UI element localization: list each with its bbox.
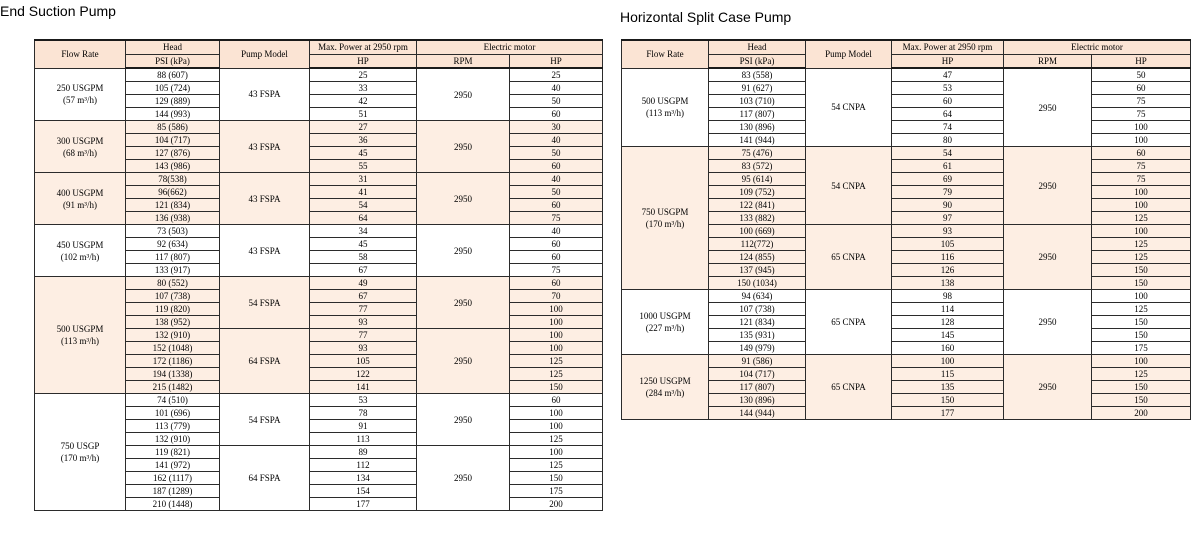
split-case-pump-title: Horizontal Split Case Pump bbox=[620, 9, 792, 25]
motor-hp-cell: 25 bbox=[510, 68, 603, 82]
head-cell: 85 (586) bbox=[126, 121, 220, 134]
head-cell: 104 (717) bbox=[709, 368, 806, 381]
rpm-cell: 2950 bbox=[1004, 355, 1092, 420]
header-row bbox=[35, 40, 603, 55]
max-power-cell: 177 bbox=[892, 407, 1004, 420]
head-cell: 130 (896) bbox=[709, 394, 806, 407]
head-cell: 101 (696) bbox=[126, 407, 220, 420]
rpm-cell: 2950 bbox=[417, 173, 510, 225]
rpm-cell: 2950 bbox=[417, 225, 510, 277]
motor-hp-cell: 150 bbox=[1092, 381, 1191, 394]
max-power-cell: 54 bbox=[310, 199, 417, 212]
header-psi-kpa: PSI (kPa) bbox=[709, 55, 806, 69]
motor-hp-cell: 150 bbox=[1092, 277, 1191, 290]
rpm-cell: 2950 bbox=[1004, 147, 1092, 225]
motor-hp-cell: 150 bbox=[510, 472, 603, 485]
max-power-cell: 122 bbox=[310, 368, 417, 381]
header-electric-motor: Electric motor bbox=[417, 40, 603, 55]
max-power-cell: 60 bbox=[892, 95, 1004, 108]
flow-rate-cell bbox=[622, 290, 709, 355]
flow-rate-value: 750 USGPM bbox=[641, 207, 689, 217]
pump-model-cell: 54 FSPA bbox=[220, 277, 310, 329]
table-row bbox=[35, 394, 603, 407]
max-power-cell: 33 bbox=[310, 82, 417, 95]
head-cell: 150 (1034) bbox=[709, 277, 806, 290]
flow-rate-metric: (170 m³/h) bbox=[645, 219, 685, 229]
rpm-cell: 2950 bbox=[417, 446, 510, 511]
flow-rate-metric: (170 m³/h) bbox=[60, 453, 100, 463]
head-cell: 75 (476) bbox=[709, 147, 806, 160]
motor-hp-cell: 100 bbox=[510, 446, 603, 459]
motor-hp-cell: 60 bbox=[1092, 147, 1191, 160]
motor-hp-cell: 75 bbox=[510, 264, 603, 277]
max-power-cell: 105 bbox=[892, 238, 1004, 251]
head-cell: 141 (972) bbox=[126, 459, 220, 472]
motor-hp-cell: 125 bbox=[1092, 303, 1191, 316]
head-cell: 130 (896) bbox=[709, 121, 806, 134]
head-cell: 94 (634) bbox=[709, 290, 806, 303]
max-power-cell: 47 bbox=[892, 68, 1004, 82]
max-power-cell: 113 bbox=[310, 433, 417, 446]
max-power-cell: 67 bbox=[310, 290, 417, 303]
header-psi-kpa: PSI (kPa) bbox=[126, 55, 220, 69]
flow-rate-metric: (102 m³/h) bbox=[60, 251, 100, 262]
motor-hp-cell: 40 bbox=[510, 173, 603, 186]
head-cell: 121 (834) bbox=[709, 316, 806, 329]
motor-hp-cell: 100 bbox=[510, 316, 603, 329]
head-cell: 107 (738) bbox=[126, 290, 220, 303]
end-suction-pump-table bbox=[34, 39, 603, 511]
head-cell: 80 (552) bbox=[126, 277, 220, 290]
flow-rate-metric: (91 m³/h) bbox=[63, 199, 97, 210]
head-cell: 133 (917) bbox=[126, 264, 220, 277]
head-cell: 92 (634) bbox=[126, 238, 220, 251]
head-cell: 132 (910) bbox=[126, 329, 220, 342]
max-power-cell: 93 bbox=[892, 225, 1004, 238]
motor-hp-cell: 200 bbox=[1092, 407, 1191, 420]
head-cell: 210 (1448) bbox=[126, 498, 220, 511]
max-power-cell: 61 bbox=[892, 160, 1004, 173]
max-power-cell: 41 bbox=[310, 186, 417, 199]
header-hp: HP bbox=[892, 55, 1004, 69]
header-flow-rate: Flow Rate bbox=[622, 40, 709, 68]
motor-hp-cell: 50 bbox=[510, 147, 603, 160]
table-row bbox=[622, 355, 1191, 368]
max-power-cell: 177 bbox=[310, 498, 417, 511]
head-cell: 83 (558) bbox=[709, 68, 806, 82]
head-cell: 103 (710) bbox=[709, 95, 806, 108]
max-power-cell: 25 bbox=[310, 68, 417, 82]
flow-rate-metric: (227 m³/h) bbox=[645, 323, 685, 333]
head-cell: 132 (910) bbox=[126, 433, 220, 446]
rpm-cell: 2950 bbox=[417, 329, 510, 394]
motor-hp-cell: 150 bbox=[1092, 264, 1191, 277]
head-cell: 119 (820) bbox=[126, 303, 220, 316]
max-power-cell: 98 bbox=[892, 290, 1004, 303]
max-power-cell: 54 bbox=[892, 147, 1004, 160]
flow-rate-value: 1000 USGPM bbox=[639, 311, 691, 321]
motor-hp-cell: 40 bbox=[510, 225, 603, 238]
head-cell: 133 (882) bbox=[709, 212, 806, 225]
motor-hp-cell: 125 bbox=[510, 355, 603, 368]
max-power-cell: 90 bbox=[892, 199, 1004, 212]
max-power-cell: 160 bbox=[892, 342, 1004, 355]
rpm-cell: 2950 bbox=[417, 121, 510, 173]
motor-hp-cell: 150 bbox=[1092, 329, 1191, 342]
table-row bbox=[622, 290, 1191, 303]
table-row bbox=[622, 68, 1191, 82]
pump-model-cell: 64 FSPA bbox=[220, 329, 310, 394]
table-row bbox=[35, 173, 603, 186]
flow-rate-value: 1250 USGPM bbox=[639, 376, 691, 386]
motor-hp-cell: 40 bbox=[510, 134, 603, 147]
max-power-cell: 135 bbox=[892, 381, 1004, 394]
head-cell: 83 (572) bbox=[709, 160, 806, 173]
motor-hp-cell: 125 bbox=[1092, 251, 1191, 264]
header-rpm: RPM bbox=[1004, 55, 1092, 69]
motor-hp-cell: 75 bbox=[1092, 108, 1191, 121]
head-cell: 122 (841) bbox=[709, 199, 806, 212]
pump-model-cell: 65 CNPA bbox=[806, 355, 892, 420]
head-cell: 119 (821) bbox=[126, 446, 220, 459]
motor-hp-cell: 50 bbox=[510, 186, 603, 199]
rpm-cell: 2950 bbox=[417, 68, 510, 121]
max-power-cell: 74 bbox=[892, 121, 1004, 134]
max-power-cell: 58 bbox=[310, 251, 417, 264]
header-max-power: Max. Power at 2950 rpm bbox=[310, 40, 417, 55]
pump-model-cell: 65 CNPA bbox=[806, 225, 892, 290]
motor-hp-cell: 125 bbox=[1092, 212, 1191, 225]
head-cell: 143 (986) bbox=[126, 160, 220, 173]
max-power-cell: 141 bbox=[310, 381, 417, 394]
pump-model-cell: 43 FSPA bbox=[220, 225, 310, 277]
max-power-cell: 27 bbox=[310, 121, 417, 134]
head-cell: 73 (503) bbox=[126, 225, 220, 238]
motor-hp-cell: 100 bbox=[1092, 186, 1191, 199]
head-cell: 136 (938) bbox=[126, 212, 220, 225]
max-power-cell: 78 bbox=[310, 407, 417, 420]
max-power-cell: 34 bbox=[310, 225, 417, 238]
motor-hp-cell: 60 bbox=[510, 238, 603, 251]
head-cell: 91 (586) bbox=[709, 355, 806, 368]
max-power-cell: 49 bbox=[310, 277, 417, 290]
table-row bbox=[35, 121, 603, 134]
max-power-cell: 64 bbox=[892, 108, 1004, 121]
header-pump-model: Pump Model bbox=[806, 40, 892, 68]
motor-hp-cell: 100 bbox=[510, 342, 603, 355]
flow-rate-cell bbox=[622, 355, 709, 420]
max-power-cell: 105 bbox=[310, 355, 417, 368]
max-power-cell: 51 bbox=[310, 108, 417, 121]
motor-hp-cell: 125 bbox=[510, 459, 603, 472]
header-electric-motor: Electric motor bbox=[1004, 40, 1191, 55]
motor-hp-cell: 100 bbox=[510, 303, 603, 316]
head-cell: 117 (807) bbox=[126, 251, 220, 264]
flow-rate-cell bbox=[35, 173, 126, 225]
head-cell: 162 (1117) bbox=[126, 472, 220, 485]
motor-hp-cell: 75 bbox=[1092, 160, 1191, 173]
max-power-cell: 45 bbox=[310, 238, 417, 251]
motor-hp-cell: 75 bbox=[510, 212, 603, 225]
table-row bbox=[622, 147, 1191, 160]
max-power-cell: 138 bbox=[892, 277, 1004, 290]
motor-hp-cell: 125 bbox=[1092, 238, 1191, 251]
motor-hp-cell: 60 bbox=[510, 108, 603, 121]
flow-rate-value: 500 USGPM bbox=[56, 324, 104, 334]
max-power-cell: 93 bbox=[310, 342, 417, 355]
max-power-cell: 89 bbox=[310, 446, 417, 459]
motor-hp-cell: 50 bbox=[510, 95, 603, 108]
flow-rate-value: 450 USGPM bbox=[56, 239, 104, 250]
max-power-cell: 77 bbox=[310, 329, 417, 342]
flow-rate-value: 750 USGP bbox=[60, 441, 100, 451]
motor-hp-cell: 125 bbox=[510, 433, 603, 446]
max-power-cell: 126 bbox=[892, 264, 1004, 277]
head-cell: 117 (807) bbox=[709, 381, 806, 394]
motor-hp-cell: 100 bbox=[510, 420, 603, 433]
head-cell: 100 (669) bbox=[709, 225, 806, 238]
motor-hp-cell: 100 bbox=[1092, 225, 1191, 238]
header-head: Head bbox=[126, 40, 220, 55]
motor-hp-cell: 150 bbox=[1092, 316, 1191, 329]
flow-rate-metric: (113 m³/h) bbox=[60, 336, 100, 346]
motor-hp-cell: 60 bbox=[510, 394, 603, 407]
max-power-cell: 93 bbox=[310, 316, 417, 329]
flow-rate-cell bbox=[35, 277, 126, 394]
header-flow-rate: Flow Rate bbox=[35, 40, 126, 68]
flow-rate-value: 400 USGPM bbox=[56, 187, 104, 198]
motor-hp-cell: 60 bbox=[510, 160, 603, 173]
motor-hp-cell: 150 bbox=[510, 381, 603, 394]
max-power-cell: 128 bbox=[892, 316, 1004, 329]
head-cell: 138 (952) bbox=[126, 316, 220, 329]
rpm-cell: 2950 bbox=[1004, 225, 1092, 290]
head-cell: 109 (752) bbox=[709, 186, 806, 199]
head-cell: 187 (1289) bbox=[126, 485, 220, 498]
table-row bbox=[35, 277, 603, 290]
motor-hp-cell: 100 bbox=[1092, 134, 1191, 147]
max-power-cell: 115 bbox=[892, 368, 1004, 381]
header-head: Head bbox=[709, 40, 806, 55]
flow-rate-cell bbox=[35, 225, 126, 277]
max-power-cell: 53 bbox=[310, 394, 417, 407]
max-power-cell: 116 bbox=[892, 251, 1004, 264]
pump-model-cell: 65 CNPA bbox=[806, 290, 892, 355]
head-cell: 172 (1186) bbox=[126, 355, 220, 368]
head-cell: 124 (855) bbox=[709, 251, 806, 264]
max-power-cell: 77 bbox=[310, 303, 417, 316]
rpm-cell: 2950 bbox=[417, 277, 510, 329]
head-cell: 144 (993) bbox=[126, 108, 220, 121]
head-cell: 194 (1338) bbox=[126, 368, 220, 381]
flow-rate-cell bbox=[35, 121, 126, 173]
horizontal-split-case-pump-table bbox=[621, 39, 1191, 420]
flow-rate-metric: (284 m³/h) bbox=[645, 388, 685, 398]
head-cell: 91 (627) bbox=[709, 82, 806, 95]
head-cell: 121 (834) bbox=[126, 199, 220, 212]
header-motor-hp: HP bbox=[510, 55, 603, 69]
motor-hp-cell: 60 bbox=[510, 199, 603, 212]
head-cell: 74 (510) bbox=[126, 394, 220, 407]
header-hp: HP bbox=[310, 55, 417, 69]
head-cell: 127 (876) bbox=[126, 147, 220, 160]
head-cell: 95 (614) bbox=[709, 173, 806, 186]
motor-hp-cell: 60 bbox=[1092, 82, 1191, 95]
max-power-cell: 53 bbox=[892, 82, 1004, 95]
head-cell: 144 (944) bbox=[709, 407, 806, 420]
max-power-cell: 112 bbox=[310, 459, 417, 472]
head-cell: 112(772) bbox=[709, 238, 806, 251]
rpm-cell: 2950 bbox=[417, 394, 510, 446]
motor-hp-cell: 100 bbox=[1092, 199, 1191, 212]
max-power-cell: 64 bbox=[310, 212, 417, 225]
motor-hp-cell: 70 bbox=[510, 290, 603, 303]
rpm-cell: 2950 bbox=[1004, 290, 1092, 355]
header-pump-model: Pump Model bbox=[220, 40, 310, 68]
head-cell: 105 (724) bbox=[126, 82, 220, 95]
flow-rate-metric: (57 m³/h) bbox=[63, 95, 97, 106]
max-power-cell: 97 bbox=[892, 212, 1004, 225]
head-cell: 137 (945) bbox=[709, 264, 806, 277]
flow-rate-value: 500 USGPM bbox=[641, 96, 689, 107]
flow-rate-cell bbox=[622, 68, 709, 147]
max-power-cell: 69 bbox=[892, 173, 1004, 186]
flow-rate-metric: (113 m³/h) bbox=[645, 108, 685, 119]
max-power-cell: 36 bbox=[310, 134, 417, 147]
motor-hp-cell: 100 bbox=[1092, 355, 1191, 368]
max-power-cell: 79 bbox=[892, 186, 1004, 199]
flow-rate-cell bbox=[35, 68, 126, 121]
pump-model-cell: 54 FSPA bbox=[220, 394, 310, 446]
motor-hp-cell: 60 bbox=[510, 251, 603, 264]
motor-hp-cell: 175 bbox=[510, 485, 603, 498]
motor-hp-cell: 150 bbox=[1092, 394, 1191, 407]
max-power-cell: 150 bbox=[892, 394, 1004, 407]
header-rpm: RPM bbox=[417, 55, 510, 69]
motor-hp-cell: 50 bbox=[1092, 68, 1191, 82]
head-cell: 88 (607) bbox=[126, 68, 220, 82]
motor-hp-cell: 100 bbox=[510, 329, 603, 342]
motor-hp-cell: 125 bbox=[510, 368, 603, 381]
rpm-cell: 2950 bbox=[1004, 68, 1092, 147]
pump-model-cell: 43 FSPA bbox=[220, 68, 310, 121]
motor-hp-cell: 200 bbox=[510, 498, 603, 511]
head-cell: 104 (717) bbox=[126, 134, 220, 147]
max-power-cell: 67 bbox=[310, 264, 417, 277]
max-power-cell: 42 bbox=[310, 95, 417, 108]
flow-rate-cell bbox=[35, 394, 126, 511]
head-cell: 135 (931) bbox=[709, 329, 806, 342]
head-cell: 117 (807) bbox=[709, 108, 806, 121]
pump-model-cell: 64 FSPA bbox=[220, 446, 310, 511]
end-suction-pump-title: End Suction Pump bbox=[0, 3, 116, 19]
head-cell: 141 (944) bbox=[709, 134, 806, 147]
max-power-cell: 55 bbox=[310, 160, 417, 173]
motor-hp-cell: 100 bbox=[1092, 121, 1191, 134]
pump-model-cell: 43 FSPA bbox=[220, 121, 310, 173]
flow-rate-metric: (68 m³/h) bbox=[63, 147, 97, 158]
flow-rate-value: 250 USGPM bbox=[56, 83, 104, 94]
table-row bbox=[35, 68, 603, 82]
max-power-cell: 145 bbox=[892, 329, 1004, 342]
motor-hp-cell: 60 bbox=[510, 277, 603, 290]
motor-hp-cell: 40 bbox=[510, 82, 603, 95]
max-power-cell: 31 bbox=[310, 173, 417, 186]
head-cell: 96(662) bbox=[126, 186, 220, 199]
flow-rate-cell bbox=[622, 147, 709, 290]
motor-hp-cell: 100 bbox=[1092, 290, 1191, 303]
head-cell: 129 (889) bbox=[126, 95, 220, 108]
pump-model-cell: 43 FSPA bbox=[220, 173, 310, 225]
head-cell: 78(538) bbox=[126, 173, 220, 186]
head-cell: 152 (1048) bbox=[126, 342, 220, 355]
motor-hp-cell: 30 bbox=[510, 121, 603, 134]
table-row bbox=[35, 225, 603, 238]
max-power-cell: 100 bbox=[892, 355, 1004, 368]
header-motor-hp: HP bbox=[1092, 55, 1191, 69]
max-power-cell: 80 bbox=[892, 134, 1004, 147]
flow-rate-value: 300 USGPM bbox=[56, 135, 104, 146]
max-power-cell: 91 bbox=[310, 420, 417, 433]
pump-model-cell: 54 CNPA bbox=[806, 147, 892, 225]
head-cell: 149 (979) bbox=[709, 342, 806, 355]
max-power-cell: 154 bbox=[310, 485, 417, 498]
head-cell: 107 (738) bbox=[709, 303, 806, 316]
motor-hp-cell: 175 bbox=[1092, 342, 1191, 355]
max-power-cell: 45 bbox=[310, 147, 417, 160]
motor-hp-cell: 100 bbox=[510, 407, 603, 420]
max-power-cell: 134 bbox=[310, 472, 417, 485]
max-power-cell: 114 bbox=[892, 303, 1004, 316]
header-max-power: Max. Power at 2950 rpm bbox=[892, 40, 1004, 55]
motor-hp-cell: 125 bbox=[1092, 368, 1191, 381]
pump-model-cell: 54 CNPA bbox=[806, 68, 892, 147]
header-row bbox=[622, 40, 1191, 55]
head-cell: 113 (779) bbox=[126, 420, 220, 433]
motor-hp-cell: 75 bbox=[1092, 173, 1191, 186]
head-cell: 215 (1482) bbox=[126, 381, 220, 394]
motor-hp-cell: 75 bbox=[1092, 95, 1191, 108]
